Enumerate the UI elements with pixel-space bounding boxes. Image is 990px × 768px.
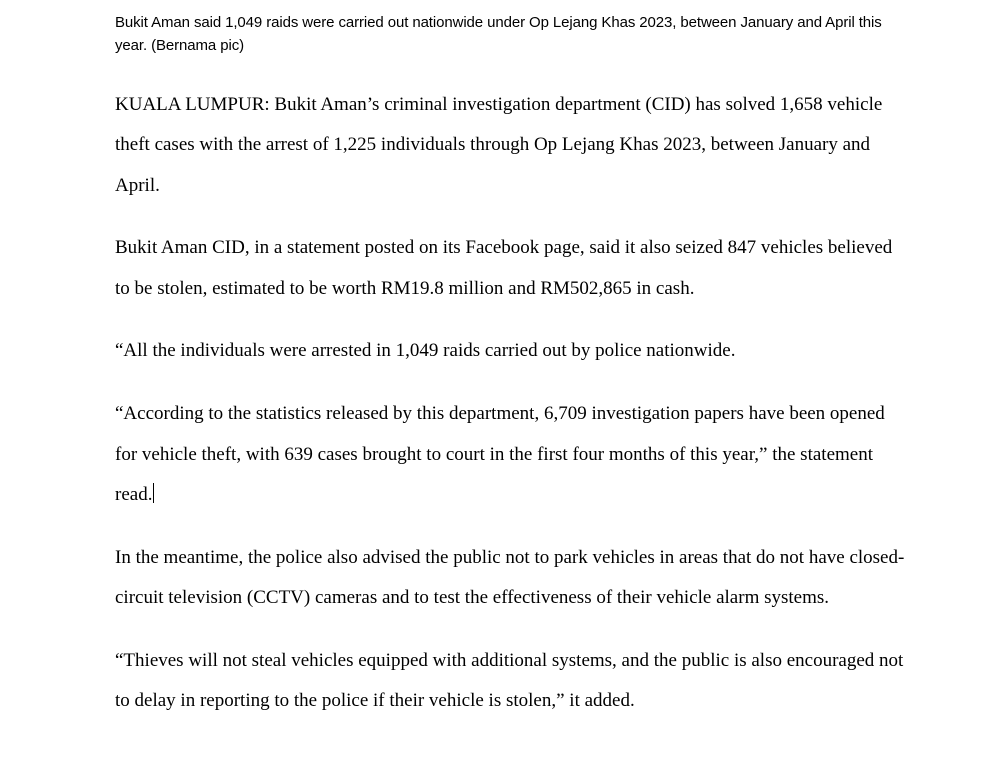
paragraph-raids[interactable]: “All the individuals were arrested in 1,049 raids carried out by police nationwide.: [115, 340, 736, 362]
text-cursor: [153, 483, 154, 503]
paragraph-seizure[interactable]: Bukit Aman CID, in a statement posted on its Facebook page, said it also seized 847 vehicles believed to be stolen, estimated to be worth RM19.8 million and RM502,865 in cash.: [115, 237, 893, 299]
paragraph-quote[interactable]: “Thieves will not steal vehicles equipped with additional systems, and the public is also encouraged not to delay in reporting to the police if their vehicle is stolen,” it added.: [115, 649, 904, 712]
paragraph-statistics-text[interactable]: “According to the statistics released by this department, 6,709 investigation papers have been opened for vehicle theft, with 639 cases brought to court in the first four months of this year,” the statement read.: [115, 403, 885, 505]
paragraph-intro[interactable]: KUALA LUMPUR: Bukit Aman’s criminal investigation department (CID) has solved 1,658 vehicle theft cases with the arrest of 1,225 individuals through Op Lejang Khas 2023, between January and April.: [115, 94, 883, 196]
paragraph-advice[interactable]: In the meantime, the police also advised the public not to park vehicles in areas that do not have closed-circuit television (CCTV) cameras and to test the effectiveness of their vehicle alarm systems.: [115, 546, 905, 608]
image-caption: Bukit Aman said 1,049 raids were carried out nationwide under Op Lejang Khas 2023, between January and April this year. (Bernama pic): [115, 14, 882, 54]
paragraph-statistics[interactable]: [115, 394, 905, 515]
document-page[interactable]: [115, 0, 905, 721]
